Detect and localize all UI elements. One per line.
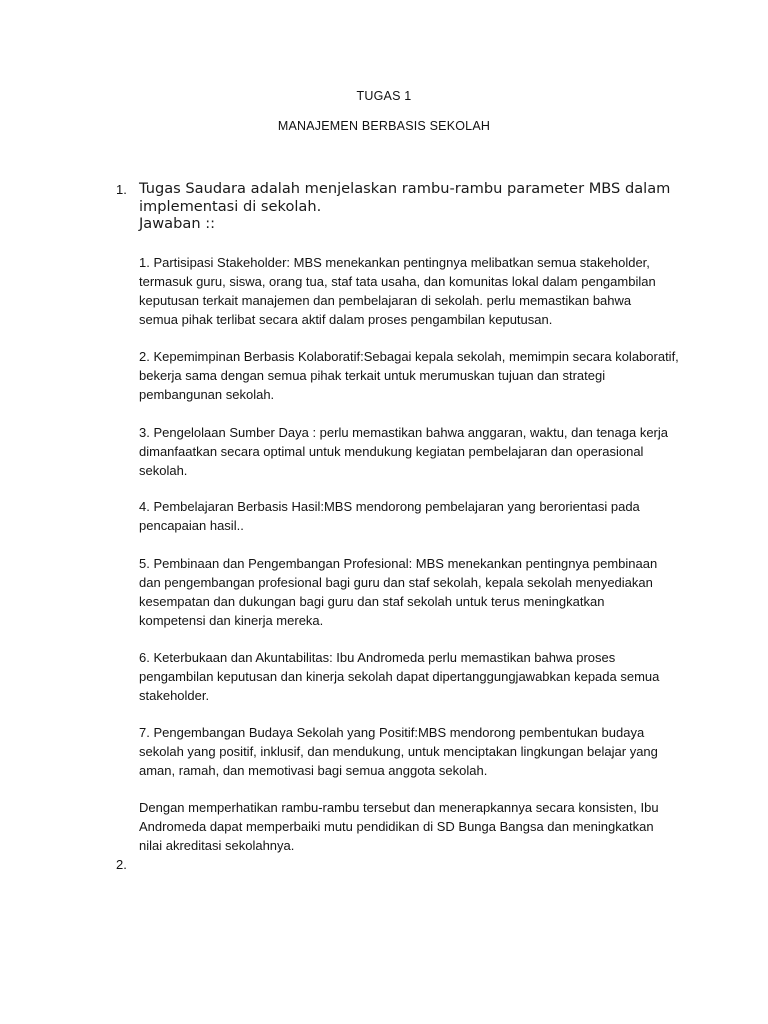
answer-item-5 xyxy=(139,554,699,630)
answer-line: semua pihak terlibat secara aktif dalam proses pengambilan keputusan. xyxy=(139,312,553,327)
answer-line: sekolah. xyxy=(139,463,188,478)
answer-line: pengambilan keputusan dan kinerja sekolah dapat dipertanggungjawabkan kepada semua xyxy=(139,669,660,684)
answer-line: stakeholder. xyxy=(139,688,210,703)
answer-item-3 xyxy=(139,423,699,480)
answer-line: 7. Pengembangan Budaya Sekolah yang Positif:MBS mendorong pembentukan budaya xyxy=(139,725,645,740)
answer-line: 1. Partisipasi Stakeholder: MBS menekankan pentingnya melibatkan semua stakeholder, xyxy=(139,255,650,270)
answer-item-6 xyxy=(139,648,699,705)
answer-line: Andromeda dapat memperbaiki mutu pendidikan di SD Bunga Bangsa dan meningkatkan xyxy=(139,819,654,834)
answer-item-2 xyxy=(139,347,699,404)
answer-line: pencapaian hasil.. xyxy=(139,518,244,533)
answer-line: kesempatan dan dukungan bagi guru dan staf sekolah untuk terus meningkatkan xyxy=(139,594,605,609)
answer-line: 2. Kepemimpinan Berbasis Kolaboratif:Sebagai kepala sekolah, memimpin secara kolaboratif, xyxy=(139,349,679,364)
answer-line: dan pengembangan profesional bagi guru dan staf sekolah, kepala sekolah menyediakan xyxy=(139,575,653,590)
answer-line: keputusan terkait manajemen dan pembelajaran di sekolah. perlu memastikan bahwa xyxy=(139,293,632,308)
answer-line: bekerja sama dengan semua pihak terkait untuk merumuskan tujuan dan strategi xyxy=(139,368,606,383)
question-1-line: Tugas Saudara adalah menjelaskan rambu-rambu parameter MBS dalam xyxy=(139,180,671,197)
answer-line: nilai akreditasi sekolahnya. xyxy=(139,838,295,853)
question-1-text xyxy=(139,180,699,233)
answer-item-7 xyxy=(139,723,699,780)
answer-item-1 xyxy=(139,253,699,329)
answer-conclusion xyxy=(139,798,699,855)
answer-line: 4. Pembelajaran Berbasis Hasil:MBS mendorong pembelajaran yang berorientasi pada xyxy=(139,499,640,514)
answer-line: dimanfaatkan secara optimal untuk mendukung kegiatan pembelajaran dan operasional xyxy=(139,444,644,459)
answer-line: termasuk guru, siswa, orang tua, staf tata usaha, dan komunitas lokal dalam pengambilan xyxy=(139,274,656,289)
answer-item-4 xyxy=(139,497,699,535)
document-title: TUGAS 1 xyxy=(356,89,412,103)
question-1-line: implementasi di sekolah. xyxy=(139,197,322,215)
answer-line: 5. Pembinaan dan Pengembangan Profesional: MBS menekankan pentingnya pembinaan xyxy=(139,556,658,571)
answer-line: Dengan memperhatikan rambu-rambu tersebut dan menerapkannya secara konsisten, Ibu xyxy=(139,800,659,815)
question-number-1: 1. xyxy=(116,182,127,197)
answer-line: aman, ramah, dan memotivasi bagi semua anggota sekolah. xyxy=(139,763,488,778)
answer-line: 3. Pengelolaan Sumber Daya : perlu memastikan bahwa anggaran, waktu, dan tenaga kerja xyxy=(139,425,668,440)
document-subtitle: MANAJEMEN BERBASIS SEKOLAH xyxy=(277,119,491,133)
answer-label: Jawaban :: xyxy=(139,215,216,232)
answer-line: pembangunan sekolah. xyxy=(139,387,275,402)
question-number-2: 2. xyxy=(116,857,127,872)
answer-line: sekolah yang positif, inklusif, dan mendukung, untuk menciptakan lingkungan belajar yang xyxy=(139,744,658,759)
answer-line: kompetensi dan kinerja mereka. xyxy=(139,613,324,628)
answer-line: 6. Keterbukaan dan Akuntabilitas: Ibu Andromeda perlu memastikan bahwa proses xyxy=(139,650,616,665)
